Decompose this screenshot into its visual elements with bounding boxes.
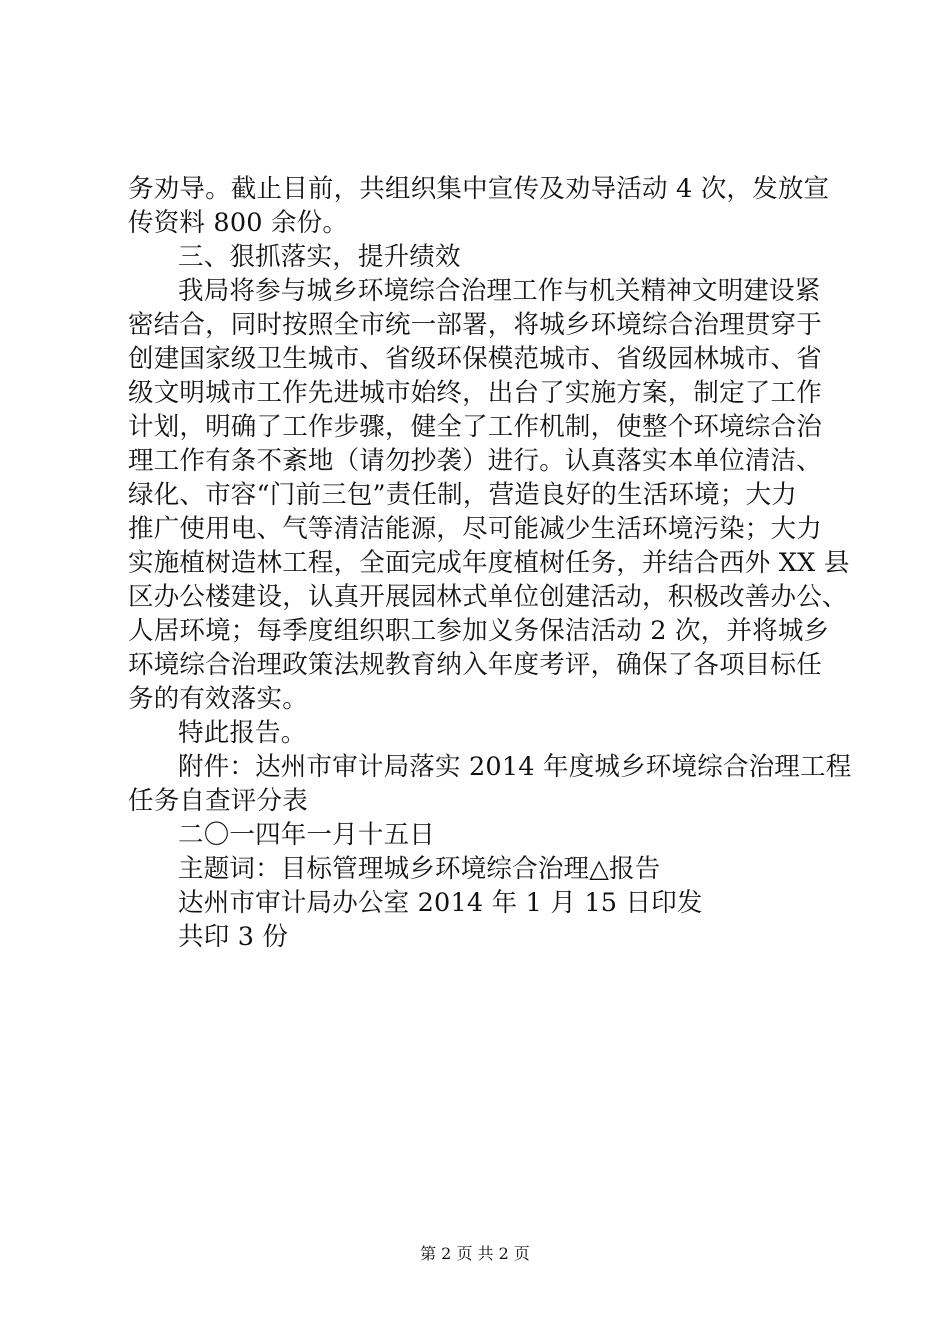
document-line: 计划，明确了工作步骤，健全了工作机制，使整个环境综合治: [128, 412, 822, 442]
document-line: 环境综合治理政策法规教育纳入年度考评，确保了各项目标任: [128, 650, 822, 680]
document-line: 传资料 800 余份。: [128, 208, 349, 238]
document-line: 附件：达州市审计局落实 2014 年度城乡环境综合治理工程: [178, 752, 852, 782]
document-line: 达州市审计局办公室 2014 年 1 月 15 日印发: [178, 888, 703, 918]
document-line: 绿化、市容“门前三包”责任制，营造良好的生活环境；大力: [128, 480, 797, 510]
document-line: 级文明城市工作先进城市始终，出台了实施方案，制定了工作: [128, 378, 822, 408]
document-line: 我局将参与城乡环境综合治理工作与机关精神文明建设紧: [178, 276, 821, 306]
document-line: 特此报告。: [178, 718, 307, 748]
document-line: 务劝导。截止目前，共组织集中宣传及劝导活动 4 次，发放宣: [128, 174, 830, 204]
document-line: 密结合，同时按照全市统一部署，将城乡环境综合治理贯穿于: [128, 310, 822, 340]
document-line: 任务自查评分表: [128, 786, 308, 816]
document-line: 人居环境；每季度组织职工参加义务保洁活动 2 次，并将城乡: [128, 616, 830, 646]
document-line: 理工作有条不紊地（请勿抄袭）进行。认真落实本单位清洁、: [128, 446, 822, 476]
document-line: 共印 3 份: [178, 922, 289, 952]
document-line: 区办公楼建设，认真开展园林式单位创建活动，积极改善办公、: [128, 582, 848, 612]
document-line: 推广使用电、气等清洁能源，尽可能减少生活环境污染；大力: [128, 514, 822, 544]
document-line: 主题词：目标管理城乡环境综合治理△报告: [178, 854, 661, 884]
document-line: 创建国家级卫生城市、省级环保模范城市、省级园林城市、省: [128, 344, 822, 374]
document-line: 实施植树造林工程，全面完成年度植树任务，并结合西外 XX 县: [128, 548, 850, 578]
page-footer: 第 2 页 共 2 页: [420, 1244, 530, 1263]
document-line: 三、狠抓落实，提升绩效: [178, 242, 461, 272]
document-body: [128, 172, 852, 954]
document-line: 二〇一四年一月十五日: [178, 820, 436, 850]
document-line: 务的有效落实。: [128, 684, 308, 714]
